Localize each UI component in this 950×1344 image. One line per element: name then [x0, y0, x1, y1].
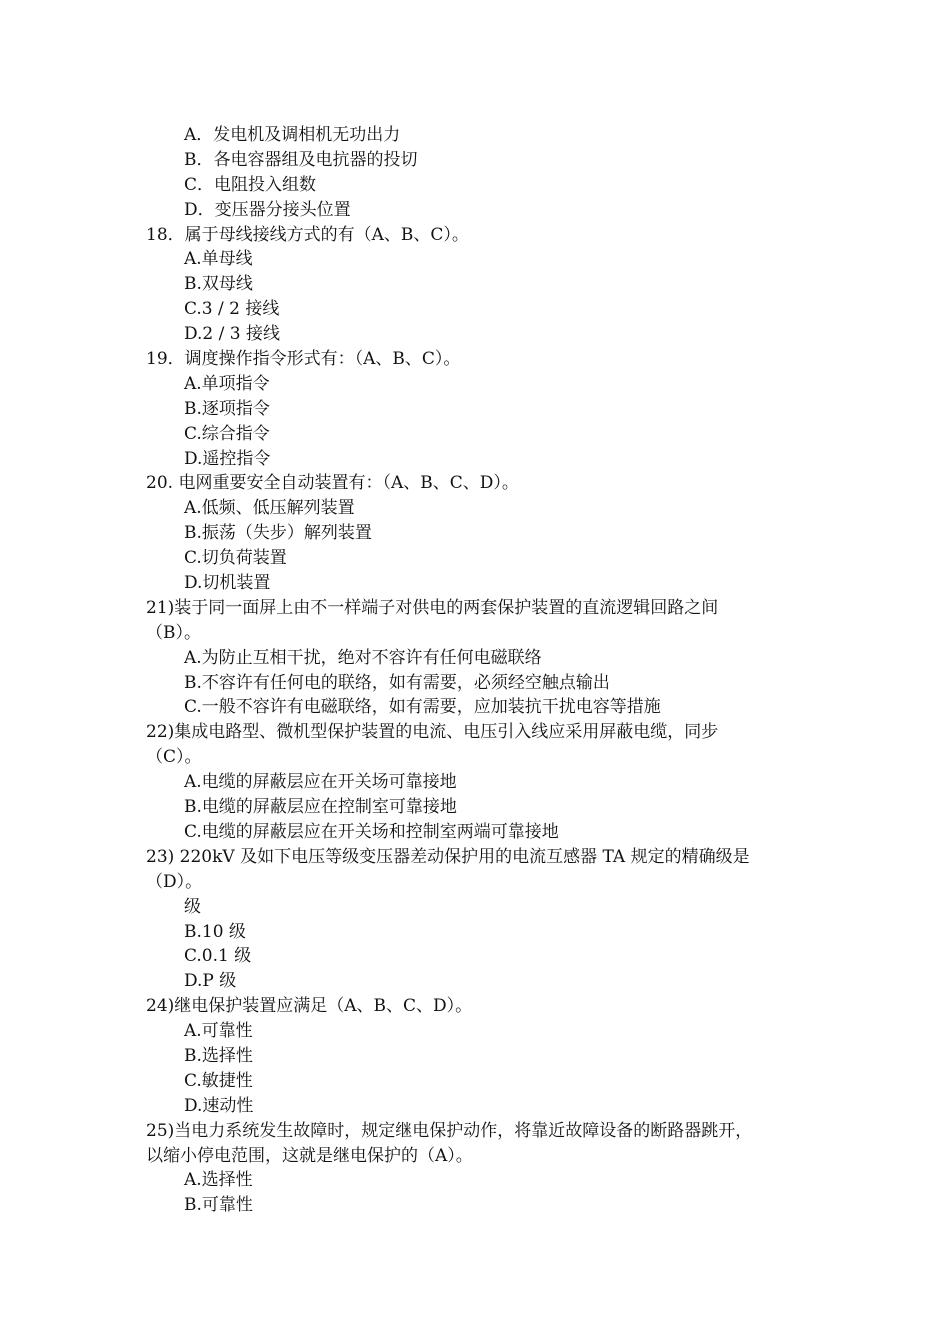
answer-option: A.单母线: [184, 249, 253, 270]
question-text: （B）。: [146, 622, 201, 643]
answer-option: C.切负荷装置: [184, 548, 287, 569]
answer-option: A.可靠性: [184, 1021, 253, 1042]
question-text: 以缩小停电范围，这就是继电保护的（A）。: [146, 1145, 473, 1166]
question-text: 18．属于母线接线方式的有（A、B、C）。: [146, 224, 469, 245]
answer-option: D.切机装置: [184, 573, 271, 594]
answer-option: C.0.1 级: [184, 946, 252, 967]
answer-option: B.不容许有任何电的联络，如有需要，必须经空触点输出: [184, 672, 610, 693]
answer-option: D.2 / 3 接线: [184, 324, 280, 345]
answer-option: B.振荡（失步）解列装置: [184, 523, 372, 544]
answer-option: A.电缆的屏蔽层应在开关场可靠接地: [184, 772, 457, 793]
answer-option: 级: [184, 896, 201, 917]
answer-option: A.低频、低压解列装置: [184, 498, 355, 519]
question-text: 19．调度操作指令形式有：（A、B、C）。: [146, 349, 461, 370]
question-text: 23) 220kV 及如下电压等级变压器差动保护用的电流互感器 TA 规定的精确级是: [146, 846, 750, 867]
question-text: （D）。: [146, 871, 203, 892]
question-text: 20. 电网重要安全自动装置有：（A、B、C、D）。: [146, 473, 519, 494]
answer-option: B.电缆的屏蔽层应在控制室可靠接地: [184, 797, 457, 818]
answer-option: C.综合指令: [184, 423, 270, 444]
question-text: 22)集成电路型、微机型保护装置的电流、电压引入线应采用屏蔽电缆，同步: [146, 722, 719, 743]
question-text: 25)当电力系统发生故障时，规定继电保护动作，将靠近故障设备的断路器跳开，: [146, 1120, 753, 1141]
answer-option: C.3 / 2 接线: [184, 299, 280, 320]
answer-option: D．变压器分接头位置: [184, 199, 351, 220]
answer-option: B．各电容器组及电抗器的投切: [184, 149, 418, 170]
answer-option: C．电阻投入组数: [184, 174, 317, 195]
answer-option: B.可靠性: [184, 1195, 253, 1216]
answer-option: C.电缆的屏蔽层应在开关场和控制室两端可靠接地: [184, 821, 559, 842]
question-text: 24)继电保护装置应满足（A、B、C、D）。: [146, 996, 473, 1017]
answer-option: D.速动性: [184, 1095, 254, 1116]
answer-option: A.单项指令: [184, 373, 270, 394]
answer-option: C.一般不容许有电磁联络，如有需要，应加装抗干扰电容等措施: [184, 697, 661, 718]
answer-option: B.10 级: [184, 921, 246, 942]
answer-option: C.敏捷性: [184, 1070, 253, 1091]
question-list: [146, 123, 826, 1218]
answer-option: D.遥控指令: [184, 448, 271, 469]
answer-option: B.逐项指令: [184, 398, 270, 419]
answer-option: A.为防止互相干扰，绝对不容许有任何电磁联络: [184, 647, 542, 668]
question-text: 21)装于同一面屏上由不一样端子对供电的两套保护装置的直流逻辑回路之间: [146, 597, 719, 618]
answer-option: D.P 级: [184, 971, 237, 992]
answer-option: B.双母线: [184, 274, 253, 295]
question-text: （C）。: [146, 747, 202, 768]
answer-option: A.选择性: [184, 1170, 253, 1191]
answer-option: A．发电机及调相机无功出力: [184, 125, 401, 145]
answer-option: B.选择性: [184, 1045, 253, 1066]
